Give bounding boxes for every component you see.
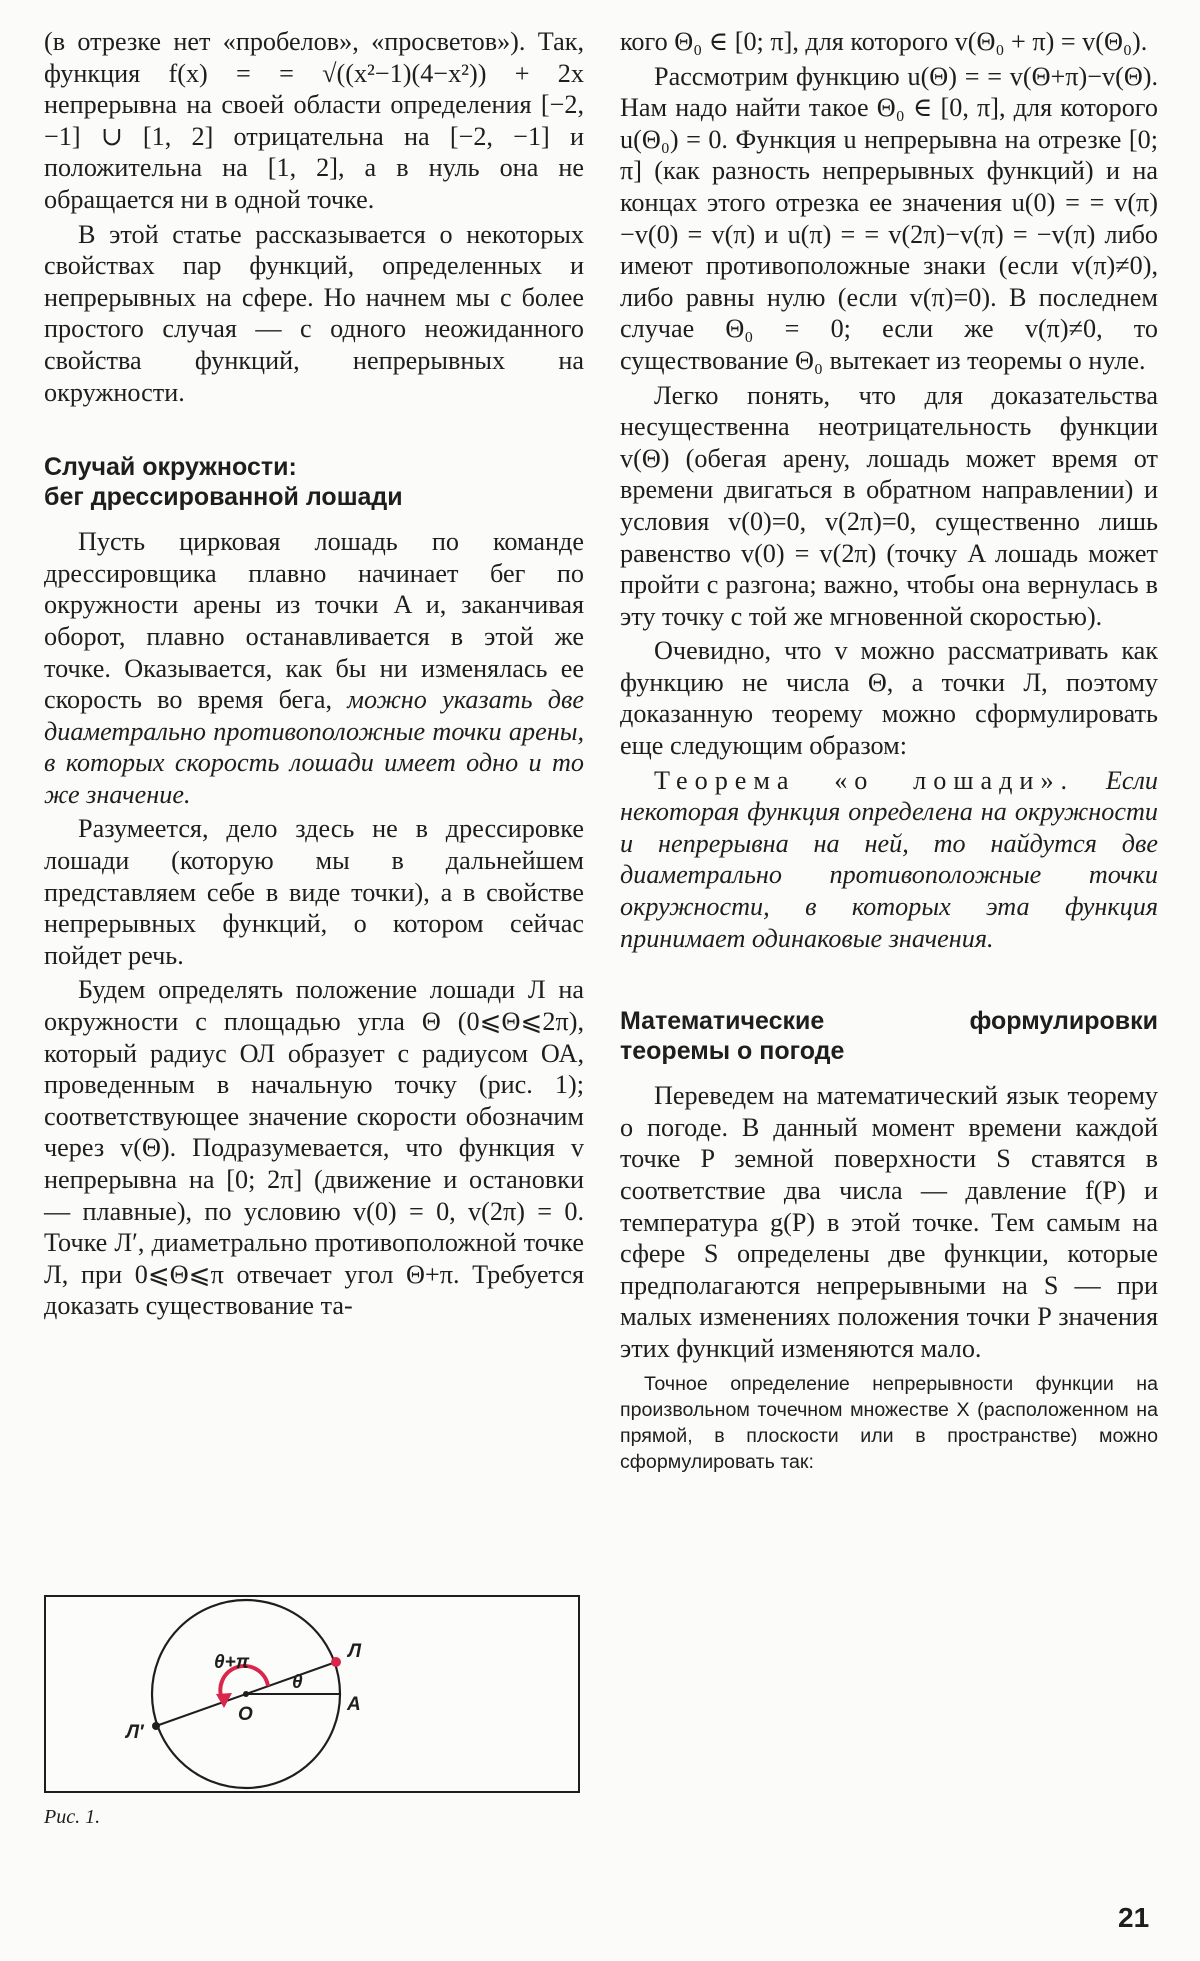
- theorem-paragraph: [620, 765, 1158, 955]
- italic-statement: можно указать две диаметрально противоположные точки арены, в которых скорость лошади имеет одно и то же значение.: [44, 685, 585, 809]
- label-a: A: [347, 1694, 361, 1715]
- heading-word: формулировки: [969, 1007, 1158, 1036]
- section-heading: [620, 1006, 1158, 1066]
- paragraph: кого Θ₀ ∈ [0; π], для которого v(Θ₀ + π) = v(Θ₀).: [620, 27, 1148, 56]
- right-column: [620, 26, 1158, 1475]
- label-l-prime: Л′: [126, 1722, 144, 1743]
- heading-word: Математические: [620, 1007, 825, 1036]
- label-o: O: [238, 1704, 253, 1725]
- figure-circle-diagram: [44, 1595, 580, 1793]
- label-theta: θ: [292, 1672, 303, 1693]
- paragraph: Переведем на математический язык теорему о погоде. В данный момент времени каждой точке P земной поверхности S ставятся в соответствие два числа — давление f(P) и температура g(P) в этой точке. Тем самым на сфере S определены две функции, которые предполагаются непрерывными на S — при малых изменениях положения точки P значения этих функций изменяются мало.: [620, 1081, 1158, 1363]
- heading-line: [620, 1006, 1158, 1036]
- figure-caption: Рис. 1.: [44, 1806, 101, 1828]
- paragraph: Рассмотрим функцию u(Θ) = = v(Θ+π)−v(Θ). Нам надо найти такое Θ₀ ∈ [0, π], для которого u(Θ₀) = 0. Функция u непрерывна на отрезке [0; π] (как разность непрерывных функций) и на концах этого отрезка ее значения u(0) = = v(π)−v(0) = v(π) и u(π) = = v(2π)−v(π) = −v(π) либо имеют противоположные знаки (если v(π)≠0), либо равны нулю (если v(π)=0). В последнем случае Θ₀ = 0; если же v(π)≠0, то существование Θ₀ вытекает из теоремы о нуле.: [620, 61, 1158, 375]
- paragraph: Легко понять, что для доказательства несущественна неотрицательность функции v(Θ) (обегая арену, лошадь может время от времени двигаться в обратном направлении) и условия v(0)=0, v(2π)=0, существенно лишь равенство v(0) = v(2π) (точку A лошадь может пройти с разгона; важно, чтобы она вернулась в эту точку с той же мгновенной скоростью).: [620, 380, 1158, 631]
- paragraph: (в отрезке нет «пробелов», «просветов»). Так, функция f(x) = = √((x²−1)(4−x²)) + 2x непрерывна на своей области определения [−2, −1] ∪ [1, 2] отрицательна на [−2, −1] и положительна на [1, 2], а в нуль она не обращается ни в одной точке.: [44, 27, 584, 214]
- page-number: 21: [1118, 1902, 1150, 1933]
- label-theta-plus-pi: θ+π: [214, 1652, 250, 1673]
- circle-diagram: [46, 1597, 578, 1791]
- heading-line: теоремы о погоде: [620, 1037, 845, 1066]
- horse-point: [331, 1657, 341, 1667]
- paragraph: [44, 526, 584, 810]
- theorem-title: Теорема «о лошади».: [654, 765, 1075, 795]
- paragraph: Разумеется, дело здесь не в дрессировке лошади (которую мы в дальнейшем представляем себе в виде точки), а в свойстве непрерывных функций, о котором сейчас пойдет речь.: [44, 814, 584, 970]
- theorem-statement: Если некоторая функция определена на окружности и непрерывна на ней, то найдутся две диаметрально противоположные точки окружности, в которых эта функция принимает одинаковые значения.: [620, 765, 1158, 953]
- center-point: [243, 1691, 249, 1697]
- paragraph: В этой статье рассказывается о некоторых свойствах пар функций, определенных и непрерывных на сфере. Но начнем мы с более простого случая — с одного неожиданного свойства функций, непрерывных на окружности.: [44, 219, 584, 407]
- heading-line: бег дрессированной лошади: [44, 483, 403, 512]
- text-run: Пусть цирковая лошадь по команде дрессировщика плавно начинает бег по окружности арены из точки A и, заканчивая оборот, плавно останавливается в этой же точке. Оказывается, как бы ни изменялась ее скорость во время бега,: [44, 527, 584, 715]
- label-l: Л: [348, 1641, 362, 1662]
- section-heading: [44, 452, 584, 512]
- left-column: [44, 26, 584, 1322]
- opposite-point: [152, 1722, 160, 1730]
- heading-line: Случай окружности:: [44, 453, 297, 482]
- footnote: Точное определение непрерывности функции на произвольном точечном множестве X (расположенном на прямой, в плоскости или в пространстве) можно сформулировать так:: [620, 1372, 1158, 1473]
- paragraph: Очевидно, что v можно рассматривать как функцию не числа Θ, а точки Л, поэтому доказанную теорему можно сформулировать еще следующим образом:: [620, 636, 1158, 761]
- paragraph: Будем определять положение лошади Л на окружности с площадью угла Θ (0⩽Θ⩽2π), который радиус ОЛ образует с радиусом ОА, проведенным в начальную точку (рис. 1); соответствующее значение скорости обозначим через v(Θ). Подразумевается, что функция v непрерывна на [0; 2π] (движение и остановки — плавные), по условию v(0) = 0, v(2π) = 0. Точке Л′, диаметрально противоположной точке Л, при 0⩽Θ⩽π отвечает угол Θ+π. Требуется доказать существование та-: [44, 975, 584, 1321]
